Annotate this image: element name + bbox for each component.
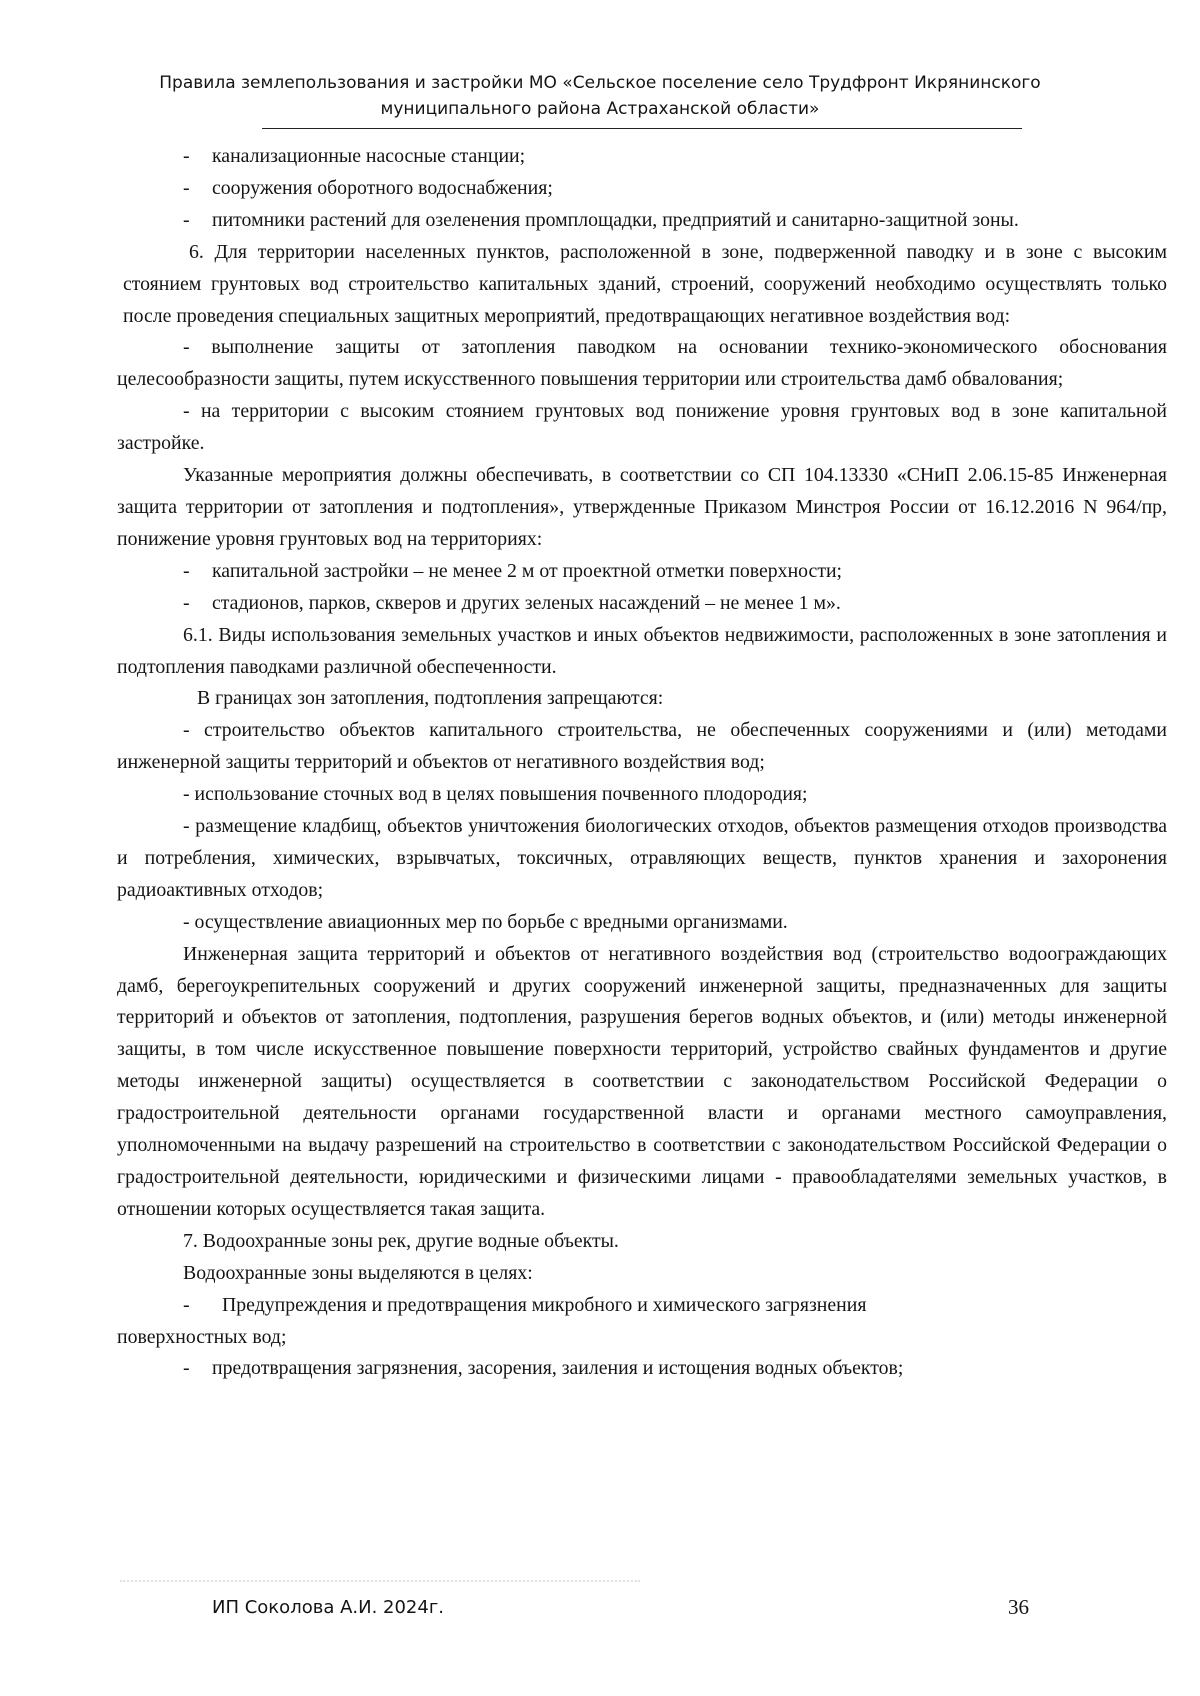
document-body: [117, 141, 1167, 1385]
footer-author: ИП Соколова А.И. 2024г.: [212, 1597, 444, 1618]
bullet-dash: -: [183, 559, 190, 582]
header-line-1: Правила землепользования и застройки МО «Сельское поселение село Трудфронт Икрянинского: [159, 73, 1041, 93]
list-item: [183, 141, 1167, 173]
forbidden-item-1: - строительство объектов капитального строительства, не обеспеченных сооружениями и (или) методами инженерной защиты территорий и объектов от негативного воздействия вод;: [117, 719, 1167, 774]
bullet-dash: -: [183, 1357, 190, 1380]
paragraph-6: 6. Для территории населенных пунктов, расположенной в зоне, подверженной паводку и в зоне с высоким стоянием грунтовых вод строительство капитальных зданий, строений, сооружений необходимо осуществлять только после проведения специальных защитных мероприятий, предотвращающих негативное воздействия вод:: [123, 240, 1167, 327]
page-number: 36: [1008, 1595, 1029, 1619]
footer-divider: [120, 1580, 640, 1582]
list-item: [183, 588, 1167, 620]
paragraph-7-purpose: Водоохранные зоны выделяются в целях:: [183, 1261, 533, 1284]
paragraph-6-measure-1: - выполнение защиты от затопления паводком на основании технико-экономического обоснования целесообразности защиты, путем искусственного повышения территории или строительства дамб обвалования;: [117, 336, 1167, 391]
list-item: [183, 1353, 1167, 1385]
bullet-dash: -: [183, 1293, 190, 1316]
paragraph-measures: Указанные мероприятия должны обеспечивать, в соответствии со СП 104.13330 «СНиП 2.06.15-85 Инженерная защита территории от затопления и подтопления», утвержденные Приказом Минстроя России от 16.12.2016 N 964/пр, понижение уровня грунтовых вод на территориях:: [117, 464, 1167, 550]
bullet-dash: -: [183, 208, 190, 231]
paragraph-engineering-protection: Инженерная защита территорий и объектов от негативного воздействия вод (строительство водоограждающих дамб, берегоукрепительных сооружений и других сооружений инженерной защиты, предназначенных для защиты территорий и объектов от затопления, подтопления, разрушения берегов водных объектов, и (или) методы инженерной защиты, в том числе искусственное повышение поверхности территорий, устройство свайных фундаментов и другие методы инженерной защиты) осуществляется в соответствии с законодательством Российской Федерации о градостроительной деятельности органами государственной власти и органами местного самоуправления, уполномоченными на выдачу разрешений на строительство в соответствии с законодательством Российской Федерации о градостроительной деятельности, юридическими и физическими лицами - правообладателями земельных участков, в отношении которых осуществляется такая защита.: [117, 942, 1167, 1220]
bullet-dash: -: [183, 591, 190, 614]
list-item: [183, 205, 1167, 237]
list-item-text: предотвращения загрязнения, засорения, заиления и истощения водных объектов;: [212, 1357, 904, 1380]
list-item-text: капитальной застройки – не менее 2 м от проектной отметки поверхности;: [212, 559, 843, 582]
paragraph-forbidden: В границах зон затопления, подтопления запрещаются:: [197, 687, 664, 710]
forbidden-item-3: - размещение кладбищ, объектов уничтожения биологических отходов, объектов размещения отходов производства и потребления, химических, взрывчатых, токсичных, отравляющих веществ, пунктов хранения и захоронения радиоактивных отходов;: [117, 815, 1167, 901]
list-item-text: стадионов, парков, скверов и других зеленых насаждений – не менее 1 м».: [212, 591, 841, 614]
list-item: [183, 173, 1167, 205]
page-header: [150, 70, 1050, 122]
bullet-dash: -: [183, 176, 190, 199]
forbidden-item-4: - осуществление авиационных мер по борьбе с вредными организмами.: [183, 910, 788, 933]
paragraph-7: 7. Водоохранные зоны рек, другие водные объекты.: [183, 1229, 619, 1252]
list-item-text: Предупреждения и предотвращения микробного и химического загрязнения: [222, 1293, 867, 1316]
header-divider: [262, 128, 1022, 129]
list-item: [183, 556, 1167, 588]
list-item-continuation: поверхностных вод;: [117, 1325, 287, 1348]
header-line-2: муниципального района Астраханской области»: [380, 99, 820, 119]
bullet-dash: -: [183, 145, 190, 167]
list-item-text: сооружения оборотного водоснабжения;: [212, 176, 553, 199]
list-item-text: питомники растений для озеленения промплощадки, предприятий и санитарно-защитной зоны.: [212, 208, 1019, 231]
paragraph-6-1: 6.1. Виды использования земельных участков и иных объектов недвижимости, расположенных в зоне затопления и подтопления паводками различной обеспеченности.: [117, 623, 1167, 678]
list-item-text: канализационные насосные станции;: [212, 145, 526, 167]
list-item: [183, 1290, 1167, 1322]
paragraph-6-measure-2: - на территории с высоким стоянием грунтовых вод понижение уровня грунтовых вод в зоне капитальной застройке.: [117, 400, 1167, 455]
forbidden-item-2: - использование сточных вод в целях повышения почвенного плодородия;: [183, 783, 808, 806]
